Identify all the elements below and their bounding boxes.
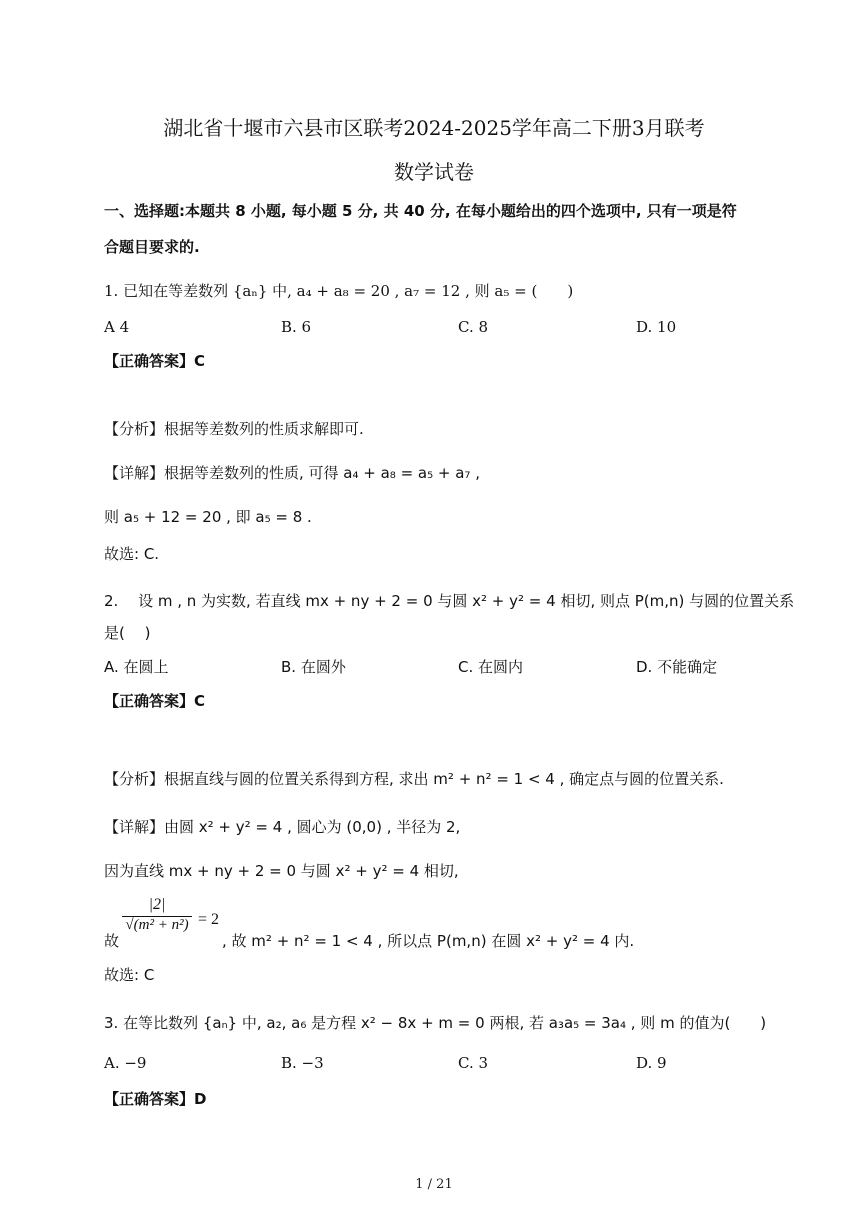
q1-analysis: 【分析】根据等差数列的性质求解即可. (104, 420, 364, 438)
section-heading: 一、选择题:本题共 8 小题, 每小题 5 分, 共 40 分, 在每小题给出的四个选项中, 只有一项是符 (104, 202, 737, 220)
q1-detail-2: 则 a₅ + 12 = 20 , 即 a₅ = 8 . (104, 508, 312, 526)
q2-option-c: C. 在圆内 (458, 658, 524, 676)
q2-detail-3-prefix: 故 (104, 932, 120, 950)
q3-answer: 【正确答案】D (104, 1090, 207, 1108)
q3-option-b: B. −3 (281, 1054, 324, 1072)
q2-answer: 【正确答案】C (104, 692, 206, 710)
q3-stem: 3. 在等比数列 {aₙ} 中, a₂, a₆ 是方程 x² − 8x + m = 0 两根, 若 a₃a₅ = 3a₄ , 则 m 的值为( ) (104, 1014, 767, 1032)
section-heading-cont: 合题目要求的. (104, 238, 200, 256)
q2-stem-1: 2. 设 m , n 为实数, 若直线 mx + ny + 2 = 0 与圆 x² + y² = 4 相切, 则点 P(m,n) 与圆的位置关系 (104, 592, 795, 610)
q2-stem-2: 是( ) (104, 624, 151, 642)
q3-option-d: D. 9 (636, 1054, 667, 1072)
q3-option-c: C. 3 (458, 1054, 489, 1072)
q1-choose: 故选: C. (104, 545, 160, 563)
q1-option-d: D. 10 (636, 318, 677, 336)
q2-detail-1: 【详解】由圆 x² + y² = 4 , 圆心为 (0,0) , 半径为 2, (104, 818, 461, 836)
q2-option-d: D. 不能确定 (636, 658, 718, 676)
fraction-denominator: √(m² + n²) (125, 917, 189, 933)
q1-stem: 1. 已知在等差数列 {aₙ} 中, a₄ + a₈ = 20 , a₇ = 12 , 则 a₅ = ( ) (104, 282, 574, 300)
q1-option-b: B. 6 (281, 318, 312, 336)
q2-detail-3: , 故 m² + n² = 1 < 4 , 所以点 P(m,n) 在圆 x² + y² = 4 内. (222, 932, 635, 950)
q1-option-a: A 4 (104, 318, 130, 336)
paper-subtitle: 数学试卷 (394, 160, 474, 184)
q3-option-a: A. −9 (104, 1054, 147, 1072)
fraction-rhs: = 2 (198, 911, 220, 928)
q2-analysis: 【分析】根据直线与圆的位置关系得到方程, 求出 m² + n² = 1 < 4 , 确定点与圆的位置关系. (104, 770, 724, 788)
q2-fraction (118, 896, 196, 934)
q1-answer: 【正确答案】C (104, 352, 206, 370)
q2-option-b: B. 在圆外 (281, 658, 346, 676)
fraction-numerator: |2| (148, 896, 166, 913)
q2-option-a: A. 在圆上 (104, 658, 169, 676)
q2-choose: 故选: C (104, 966, 155, 984)
q1-detail-1: 【详解】根据等差数列的性质, 可得 a₄ + a₈ = a₅ + a₇ , (104, 464, 480, 482)
q1-option-c: C. 8 (458, 318, 489, 336)
page-number: 1 / 21 (415, 1177, 453, 1192)
paper-title: 湖北省十堰市六县市区联考2024-2025学年高二下册3月联考 (163, 116, 705, 140)
q2-detail-2: 因为直线 mx + ny + 2 = 0 与圆 x² + y² = 4 相切, (104, 862, 459, 880)
